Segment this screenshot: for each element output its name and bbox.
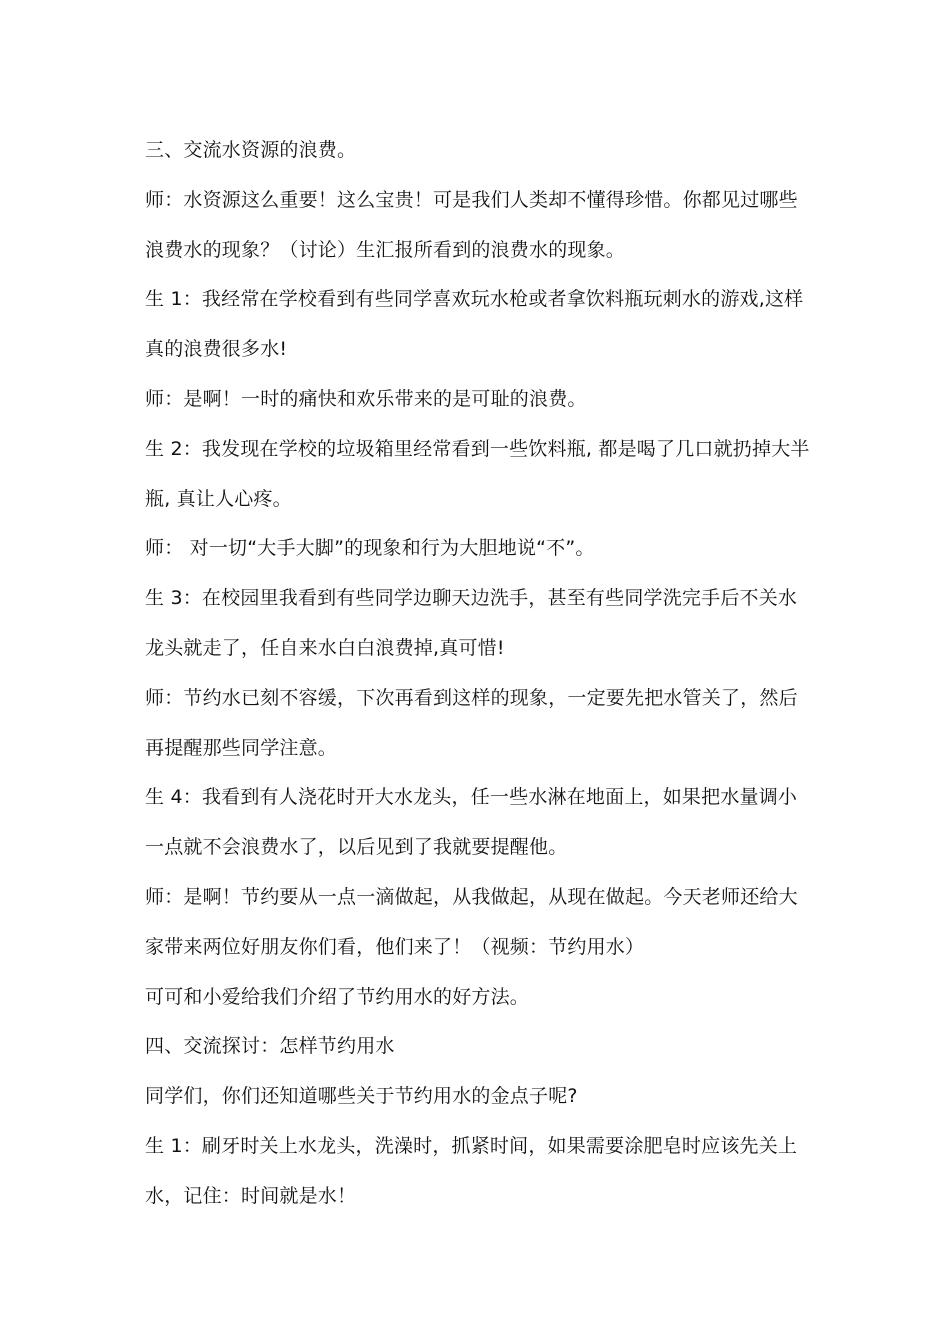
paragraph-line: 水，记住：时间就是水！: [145, 1184, 357, 1207]
paragraph-line: 龙头就走了，任自来水白白浪费掉,真可惜!: [145, 636, 505, 659]
paragraph-line: 师：是啊！节约要从一点一滴做起，从我做起，从现在做起。今天老师还给大: [145, 885, 798, 908]
paragraph-line: 再提醒那些同学注意。: [145, 736, 338, 759]
paragraph-line: 师：节约水已刻不容缓，下次再看到这样的现象，一定要先把水管关了，然后: [145, 686, 798, 709]
paragraph-line: 师： 对一切“大手大脚”的现象和行为大胆地说“不”。: [145, 537, 595, 560]
document-body: [145, 126, 815, 1222]
paragraph-line: 师：水资源这么重要！这么宝贵！可是我们人类却不懂得珍惜。你都见过哪些: [145, 188, 798, 211]
paragraph-line: 浪费水的现象？（讨论）生汇报所看到的浪费水的现象。: [145, 238, 626, 261]
paragraph-line: 家带来两位好朋友你们看，他们来了！（视频：节约用水）: [145, 935, 645, 958]
paragraph-line: 师：是啊！一时的痛快和欢乐带来的是可耻的浪费。: [145, 387, 587, 410]
paragraph-line: 瓶, 真让人心疼。: [145, 487, 292, 510]
paragraph-line: 真的浪费很多水!: [145, 338, 288, 361]
paragraph-line: 可可和小爱给我们介绍了节约用水的好方法。: [145, 985, 530, 1008]
section-heading-3: 三、交流水资源的浪费。: [145, 139, 357, 161]
paragraph-line: 生 3：在校园里我看到有些同学边聊天边洗手，甚至有些同学洗完手后不关水: [145, 587, 798, 610]
paragraph-line: 同学们，你们还知道哪些关于节约用水的金点子呢?: [145, 1085, 578, 1108]
paragraph-line: 生 1：我经常在学校看到有些同学喜欢玩水枪或者拿饮料瓶玩刺水的游戏,这样: [145, 288, 804, 311]
paragraph-line: 生 2：我发现在学校的垃圾箱里经常看到一些饮料瓶, 都是喝了几口就扔掉大半: [145, 437, 810, 460]
paragraph-line: 生 1：刷牙时关上水龙头，洗澡时，抓紧时间，如果需要涂肥皂时应该先关上: [145, 1134, 798, 1157]
section-heading-4: 四、交流探讨：怎样节约用水: [145, 1035, 395, 1058]
paragraph-line: 生 4：我看到有人浇花时开大水龙头，任一些水淋在地面上，如果把水量调小: [145, 786, 798, 809]
paragraph-line: 一点就不会浪费水了，以后见到了我就要提醒他。: [145, 836, 568, 859]
